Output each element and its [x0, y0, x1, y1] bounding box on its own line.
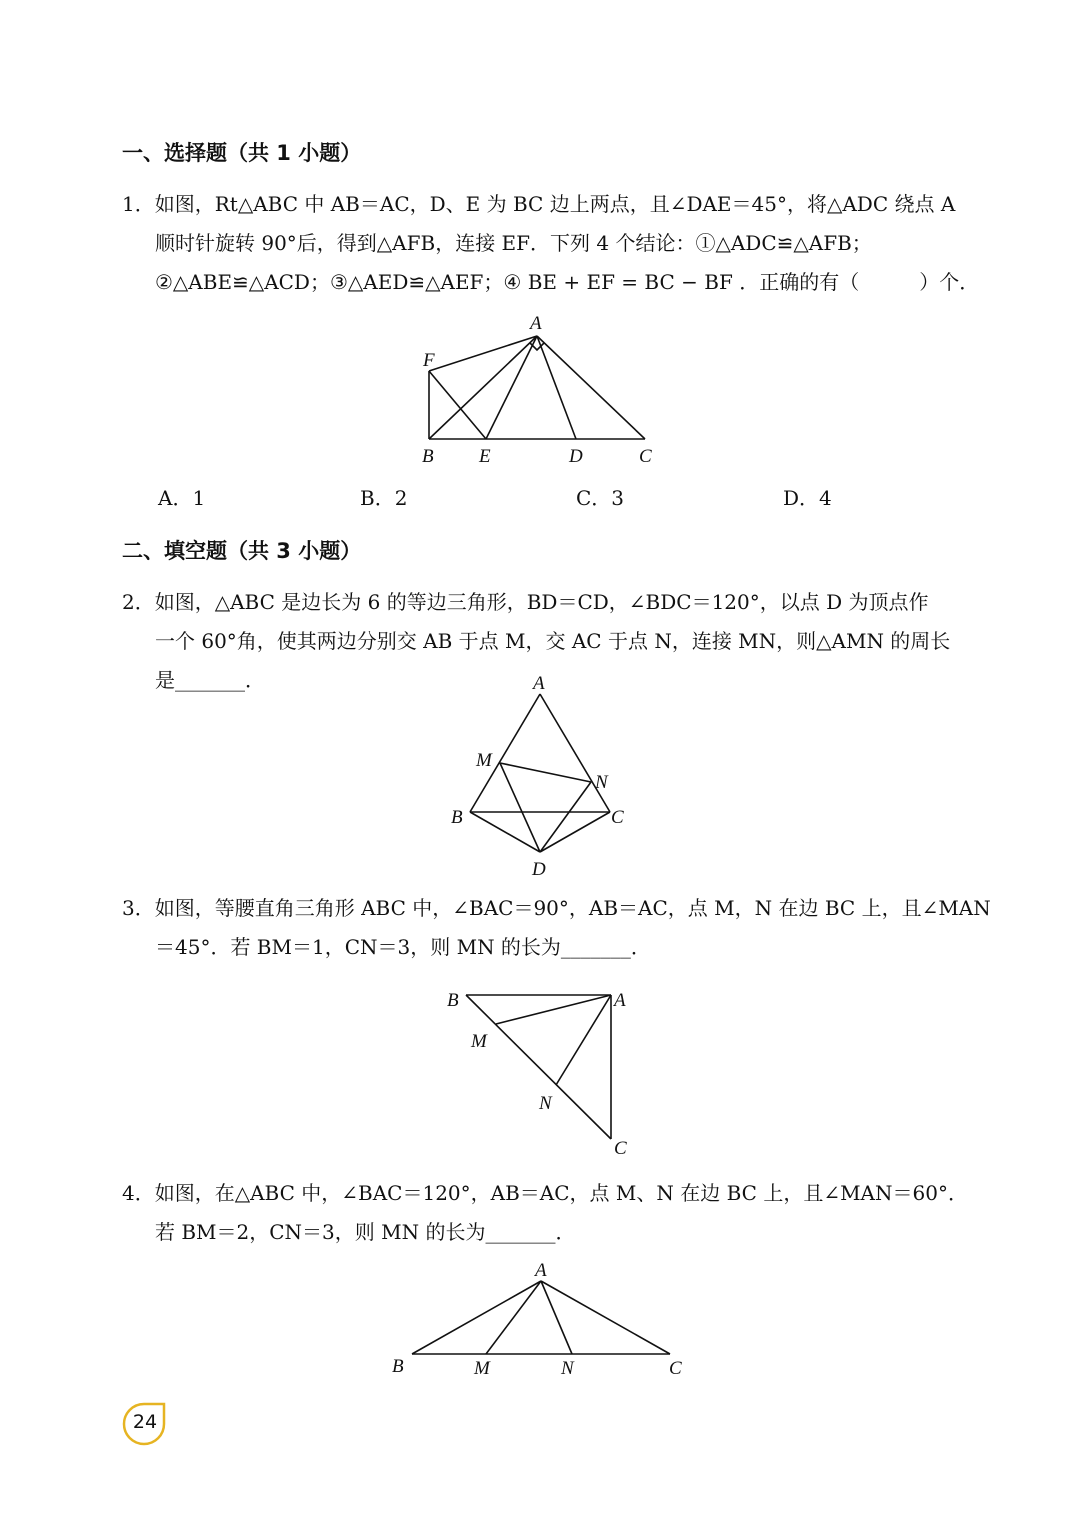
- q4-edge-am: [486, 1281, 541, 1354]
- q4-edge-ac: [541, 1281, 670, 1354]
- q4-label-c: C: [669, 1358, 682, 1379]
- q1-option-a: A．1: [158, 486, 206, 510]
- q2-label-m: M: [476, 750, 492, 771]
- q3-label-a: A: [614, 990, 626, 1011]
- q1-label-e: E: [479, 446, 491, 467]
- q2-label-b: B: [451, 807, 463, 828]
- q1-line-2: 顺时针旋转 90°后，得到△AFB，连接 EF．下列 4 个结论：①△ADC≌△AFB；: [155, 231, 872, 255]
- q2-line-2: 一个 60°角，使其两边分别交 AB 于点 M，交 AC 于点 N，连接 MN，则△AMN 的周长: [155, 629, 951, 653]
- q2-line-1: 2．如图，△ABC 是边长为 6 的等边三角形，BD＝CD，∠BDC＝120°，以点 D 为顶点作: [122, 590, 929, 614]
- q4-label-a: A: [535, 1260, 547, 1281]
- q1-line-1: 1．如图，Rt△ABC 中 AB＝AC，D、E 为 BC 边上两点，且∠DAE＝45°，将△ADC 绕点 A: [122, 192, 956, 216]
- section-heading-fill: 二、填空题（共 3 小题）: [122, 539, 362, 563]
- q1-label-c: C: [639, 446, 652, 467]
- q1-label-d: D: [569, 446, 583, 467]
- q2-label-d: D: [532, 859, 546, 880]
- q4-line-2: 若 BM＝2，CN＝3，则 MN 的长为_______．: [155, 1220, 576, 1244]
- q3-label-n: N: [539, 1093, 552, 1114]
- q4-label-m: M: [474, 1358, 490, 1379]
- q4-label-b: B: [392, 1356, 404, 1377]
- q1-option-c: C．3: [576, 486, 625, 510]
- section-heading-choice: 一、选择题（共 1 小题）: [122, 141, 362, 165]
- q1-label-b: B: [422, 446, 434, 467]
- q2-label-n: N: [595, 772, 608, 793]
- q3-label-c: C: [614, 1138, 627, 1159]
- q3-label-m: M: [471, 1031, 487, 1052]
- q1-label-f: F: [423, 350, 435, 371]
- q4-label-n: N: [561, 1358, 574, 1379]
- q4-edge-ab: [412, 1281, 541, 1354]
- q1-label-a: A: [530, 313, 542, 334]
- q1-option-d: D．4: [783, 486, 832, 510]
- q3-label-b: B: [447, 990, 459, 1011]
- q2-label-c: C: [611, 807, 624, 828]
- q1-line-3: ②△ABE≌△ACD；③△AED≌△AEF；④ BE + EF = BC − BF ．正确的有（ ）个．: [155, 270, 980, 294]
- q2-line-3: 是_______．: [155, 668, 265, 692]
- page-number: 24: [132, 1411, 158, 1433]
- q2-label-a: A: [533, 673, 545, 694]
- q1-option-b: B．2: [360, 486, 408, 510]
- q4-line-1: 4．如图，在△ABC 中，∠BAC＝120°，AB＝AC，点 M、N 在边 BC 上，且∠MAN＝60°．: [122, 1181, 968, 1205]
- q3-line-2: ＝45°．若 BM＝1，CN＝3，则 MN 的长为_______．: [155, 935, 651, 959]
- q3-line-1: 3．如图，等腰直角三角形 ABC 中，∠BAC＝90°，AB＝AC，点 M，N 在边 BC 上，且∠MAN: [122, 896, 991, 920]
- q4-edge-an: [541, 1281, 572, 1354]
